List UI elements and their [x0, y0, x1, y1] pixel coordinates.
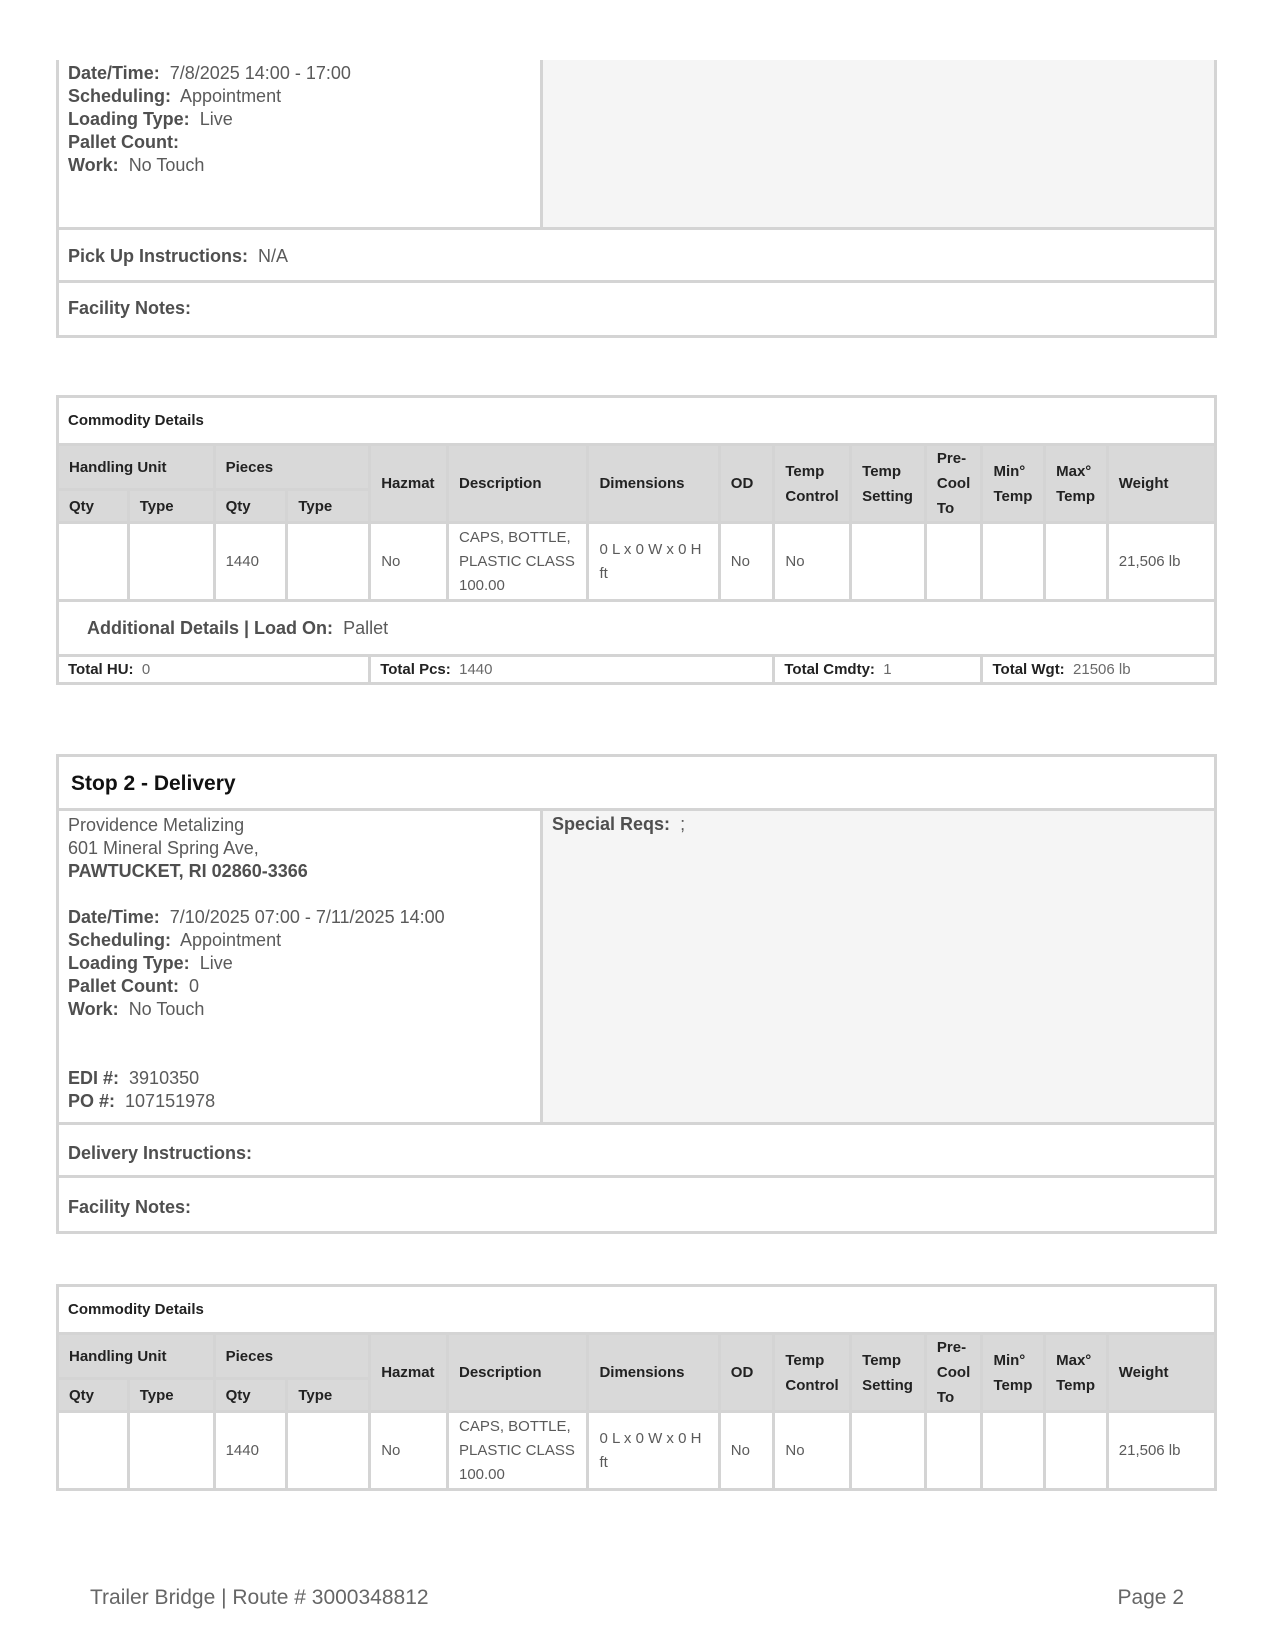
hu-type-cell [128, 1412, 214, 1490]
pcs-type-cell [287, 1412, 370, 1490]
hu-qty-cell [58, 523, 129, 601]
stop-2-company: Providence Metalizing [68, 815, 245, 835]
od-header: OD [719, 445, 774, 523]
temp-setting-cell [851, 1412, 926, 1490]
total-pcs: Total Pcs: 1440 [370, 656, 774, 684]
od-cell: No [719, 1412, 774, 1490]
divider [59, 1175, 1214, 1178]
temp-control-header: Temp Control [774, 1334, 851, 1412]
temp-setting-header: Temp Setting [851, 445, 926, 523]
pcs-type-header: Type [287, 490, 370, 523]
divider [59, 227, 1214, 230]
pcs-qty-header: Qty [214, 490, 287, 523]
stop-2-details [56, 754, 1217, 1234]
stop-2-special-reqs: Special Reqs: ; [543, 811, 1214, 1122]
total-hu: Total HU: 0 [58, 656, 370, 684]
pieces-header: Pieces [214, 445, 370, 490]
weight-header: Weight [1107, 1334, 1215, 1412]
hu-qty-header: Qty [58, 490, 129, 523]
temp-setting-header: Temp Setting [851, 1334, 926, 1412]
stop-2-edi: EDI #: 3910350 [68, 1068, 200, 1088]
pcs-qty-header: Qty [214, 1379, 287, 1412]
footer-route: Trailer Bridge | Route # 3000348812 [90, 1586, 429, 1609]
commodity-details-title: Commodity Details [58, 397, 1216, 445]
stop-2-datetime: Date/Time: 7/10/2025 07:00 - 7/11/2025 14:00 [68, 907, 445, 927]
precool-cell [925, 523, 982, 601]
max-temp-header: Max° Temp [1045, 1334, 1108, 1412]
table-row [58, 1412, 1216, 1490]
description-header: Description [447, 1334, 587, 1412]
hu-type-cell [128, 523, 214, 601]
stop-2-po: PO #: 107151978 [68, 1091, 216, 1111]
od-cell: No [719, 523, 774, 601]
pickup-instructions: Pick Up Instructions: N/A [68, 246, 289, 266]
dimensions-cell: 0 L x 0 W x 0 H ft [588, 1412, 719, 1490]
stop-2-address-block [59, 811, 543, 1122]
temp-control-cell: No [774, 1412, 851, 1490]
stop-1-schedule [59, 60, 543, 227]
dimensions-header: Dimensions [588, 1334, 719, 1412]
total-wgt: Total Wgt: 21506 lb [982, 656, 1216, 684]
dimensions-cell: 0 L x 0 W x 0 H ft [588, 523, 719, 601]
stop-1-pallet-count: Pallet Count: [68, 132, 179, 152]
hazmat-header: Hazmat [370, 1334, 448, 1412]
precool-header: Pre- Cool To [925, 1334, 982, 1412]
hazmat-header: Hazmat [370, 445, 448, 523]
min-temp-cell [982, 1412, 1045, 1490]
weight-header: Weight [1107, 445, 1215, 523]
max-temp-cell [1045, 1412, 1108, 1490]
handling-unit-header: Handling Unit [58, 1334, 215, 1379]
stop-1-scheduling: Scheduling: Appointment [68, 86, 282, 106]
commodity-details-title: Commodity Details [58, 1286, 1216, 1334]
max-temp-cell [1045, 523, 1108, 601]
pcs-type-cell [287, 523, 370, 601]
min-temp-cell [982, 523, 1045, 601]
stop-1-datetime: Date/Time: 7/8/2025 14:00 - 17:00 [68, 63, 351, 83]
temp-control-header: Temp Control [774, 445, 851, 523]
description-header: Description [447, 445, 587, 523]
page-number: Page 2 [1117, 1586, 1184, 1609]
max-temp-header: Max° Temp [1045, 445, 1108, 523]
delivery-instructions: Delivery Instructions: [68, 1143, 253, 1163]
precool-cell [925, 1412, 982, 1490]
hazmat-cell: No [370, 1412, 448, 1490]
commodity-table-2 [56, 1284, 1217, 1491]
additional-details: Additional Details | Load On: Pallet [58, 601, 1216, 656]
weight-cell: 21,506 lb [1107, 1412, 1215, 1490]
stop-1-facility-notes: Facility Notes: [68, 298, 192, 318]
table-row [58, 523, 1216, 601]
description-cell: CAPS, BOTTLE, PLASTIC CLASS 100.00 [447, 523, 587, 601]
weight-cell: 21,506 lb [1107, 523, 1215, 601]
total-cmdty: Total Cmdty: 1 [774, 656, 982, 684]
min-temp-header: Min° Temp [982, 1334, 1045, 1412]
pcs-qty-cell: 1440 [214, 523, 287, 601]
stop-1-details [56, 60, 1217, 338]
hazmat-cell: No [370, 523, 448, 601]
stop-1-side-panel [543, 60, 1214, 227]
hu-type-header: Type [128, 490, 214, 523]
stop-2-facility-notes: Facility Notes: [68, 1197, 192, 1217]
stop-2-title: Stop 2 - Delivery [59, 757, 1214, 811]
stop-2-pallet-count: Pallet Count: 0 [68, 976, 200, 996]
stop-2-street: 601 Mineral Spring Ave, [68, 838, 259, 858]
commodity-table-1 [56, 395, 1217, 685]
stop-1-loading-type: Loading Type: Live [68, 109, 233, 129]
stop-2-work: Work: No Touch [68, 999, 205, 1019]
handling-unit-header: Handling Unit [58, 445, 215, 490]
divider [59, 1122, 1214, 1125]
pcs-type-header: Type [287, 1379, 370, 1412]
dimensions-header: Dimensions [588, 445, 719, 523]
hu-qty-header: Qty [58, 1379, 129, 1412]
description-cell: CAPS, BOTTLE, PLASTIC CLASS 100.00 [447, 1412, 587, 1490]
stop-2-loading-type: Loading Type: Live [68, 953, 233, 973]
stop-1-work: Work: No Touch [68, 155, 205, 175]
hu-type-header: Type [128, 1379, 214, 1412]
od-header: OD [719, 1334, 774, 1412]
pcs-qty-cell: 1440 [214, 1412, 287, 1490]
hu-qty-cell [58, 1412, 129, 1490]
stop-2-city: PAWTUCKET, RI 02860-3366 [68, 861, 308, 881]
pieces-header: Pieces [214, 1334, 370, 1379]
min-temp-header: Min° Temp [982, 445, 1045, 523]
precool-header: Pre- Cool To [925, 445, 982, 523]
temp-control-cell: No [774, 523, 851, 601]
temp-setting-cell [851, 523, 926, 601]
stop-2-scheduling: Scheduling: Appointment [68, 930, 282, 950]
divider [59, 280, 1214, 283]
